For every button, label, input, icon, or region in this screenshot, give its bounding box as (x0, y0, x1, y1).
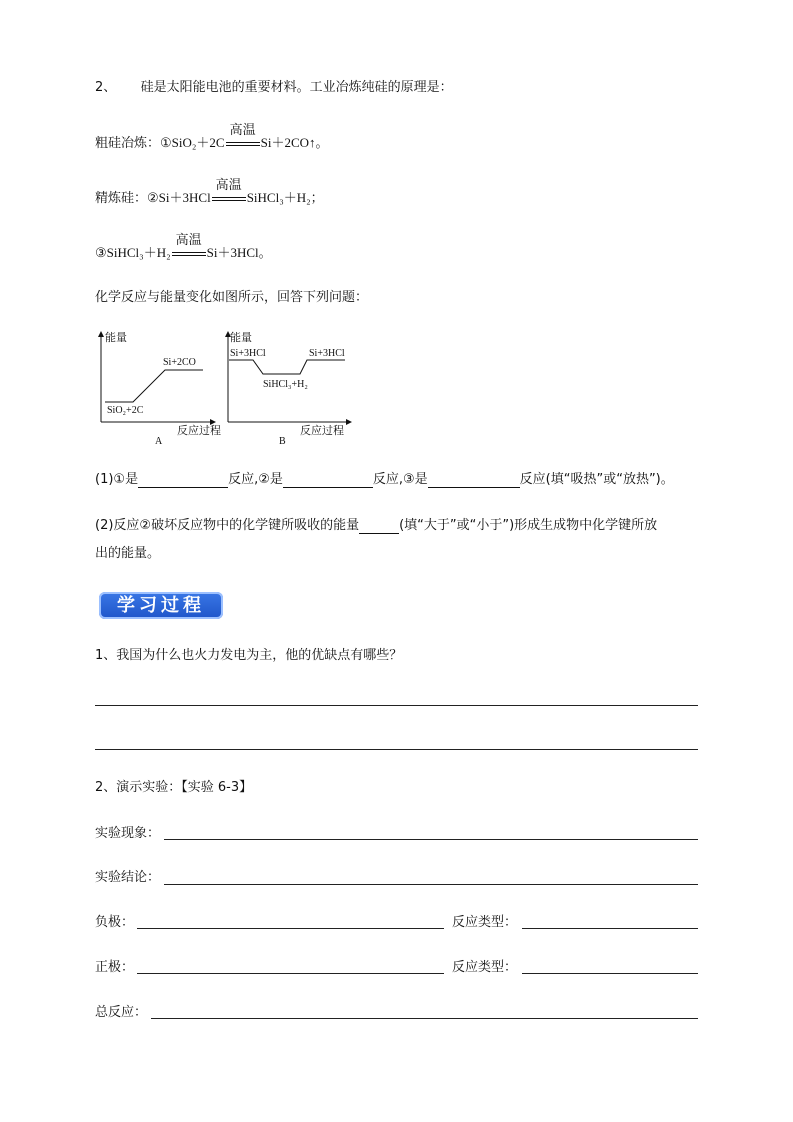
crude-eq-left: ①SiO₂＋2C (160, 135, 225, 150)
refine-label: 精炼硅： (95, 191, 148, 206)
reaction-type-label-2: 反应类型： (452, 960, 518, 975)
eq3-right: Si＋3HCl。 (206, 245, 272, 260)
diagram-b (228, 330, 351, 447)
reaction-type-line-1[interactable] (522, 928, 698, 929)
answer-line-2[interactable] (95, 749, 698, 750)
answer-blank-4[interactable] (359, 519, 399, 534)
condition-arrow (211, 178, 247, 207)
energy-axis-label-b: 能量 (230, 331, 252, 344)
reaction-type-line-2[interactable] (522, 973, 698, 974)
total-reaction-label: 总反应： (95, 1005, 148, 1020)
positive-line[interactable] (137, 973, 444, 974)
q1-part-a: (1)①是 (95, 472, 139, 487)
refine-eq-left: ②Si＋3HCl (147, 190, 211, 205)
crude-label: 粗硅冶炼： (95, 136, 161, 151)
progress-axis-label-a: 反应过程 (177, 424, 221, 437)
condition-text: 高温 (215, 178, 242, 193)
learning-question-1: 1、我国为什么也火力发电为主，他的优缺点有哪些？ (95, 648, 403, 663)
reaction-type-label-1: 反应类型： (452, 915, 518, 930)
b-left-label: Si+3HCl (230, 348, 266, 359)
q1-part-c: 反应,③是 (372, 472, 428, 487)
energy-axis-label-a: 能量 (105, 331, 127, 344)
condition-arrow (225, 123, 261, 152)
crude-silicon-equation (95, 123, 329, 152)
caption-b: B (279, 436, 286, 447)
total-reaction-line[interactable] (151, 1018, 698, 1019)
b-right-label: Si+3HCl (309, 348, 345, 359)
caption-a: A (155, 436, 163, 447)
a-low-label: SiO₂+2C (107, 405, 144, 416)
energy-diagrams (95, 326, 365, 451)
section-badge: 学习过程 (99, 592, 223, 619)
answer-line-1[interactable] (95, 705, 698, 706)
q1-part-b: 反应,②是 (228, 472, 283, 487)
refine-eq-right: SiHCl₃＋H₂； (246, 190, 324, 205)
problem-intro-text: 硅是太阳能电池的重要材料。工业冶炼纯硅的原理是： (140, 80, 453, 95)
q1-part-d: 反应(填“吸热”或“放热”)。 (519, 472, 674, 487)
q2-part-b: (填“大于”或“小于”)形成生成物中化学键所放 (399, 518, 658, 533)
condition-arrow (171, 233, 207, 262)
positive-label: 正极： (95, 960, 135, 975)
phenomenon-label: 实验现象： (95, 826, 161, 841)
condition-text: 高温 (175, 233, 202, 248)
eq3-left: ③SiHCl₃＋H₂ (95, 245, 171, 260)
question-1 (95, 472, 674, 488)
crude-eq-right: Si＋2CO↑。 (260, 135, 329, 150)
problem-number: 2、 (95, 80, 117, 95)
conclusion-line[interactable] (164, 884, 698, 885)
problem-intro (95, 80, 453, 96)
conclusion-label: 实验结论： (95, 870, 161, 885)
diagram-a (101, 330, 221, 447)
answer-blank-1[interactable] (138, 473, 228, 488)
negative-line[interactable] (137, 928, 444, 929)
equation-3 (95, 233, 272, 262)
learning-question-2: 2、演示实验：【实验 6-3】 (95, 780, 253, 795)
phenomenon-line[interactable] (164, 839, 698, 840)
negative-label: 负极： (95, 915, 135, 930)
refine-silicon-equation (95, 178, 324, 207)
energy-prompt: 化学反应与能量变化如图所示，回答下列问题： (95, 290, 369, 305)
question-2-cont: 出的能量。 (95, 546, 161, 561)
answer-blank-2[interactable] (283, 473, 373, 488)
question-2 (95, 518, 657, 534)
a-high-label: Si+2CO (163, 357, 196, 368)
progress-axis-label-b: 反应过程 (300, 424, 344, 437)
answer-blank-3[interactable] (428, 473, 520, 488)
q2-part-a: (2)反应②破坏反应物中的化学键所吸收的能量 (95, 518, 360, 533)
b-mid-label: SiHCl₃+H₂ (263, 379, 308, 390)
condition-text: 高温 (229, 123, 256, 138)
